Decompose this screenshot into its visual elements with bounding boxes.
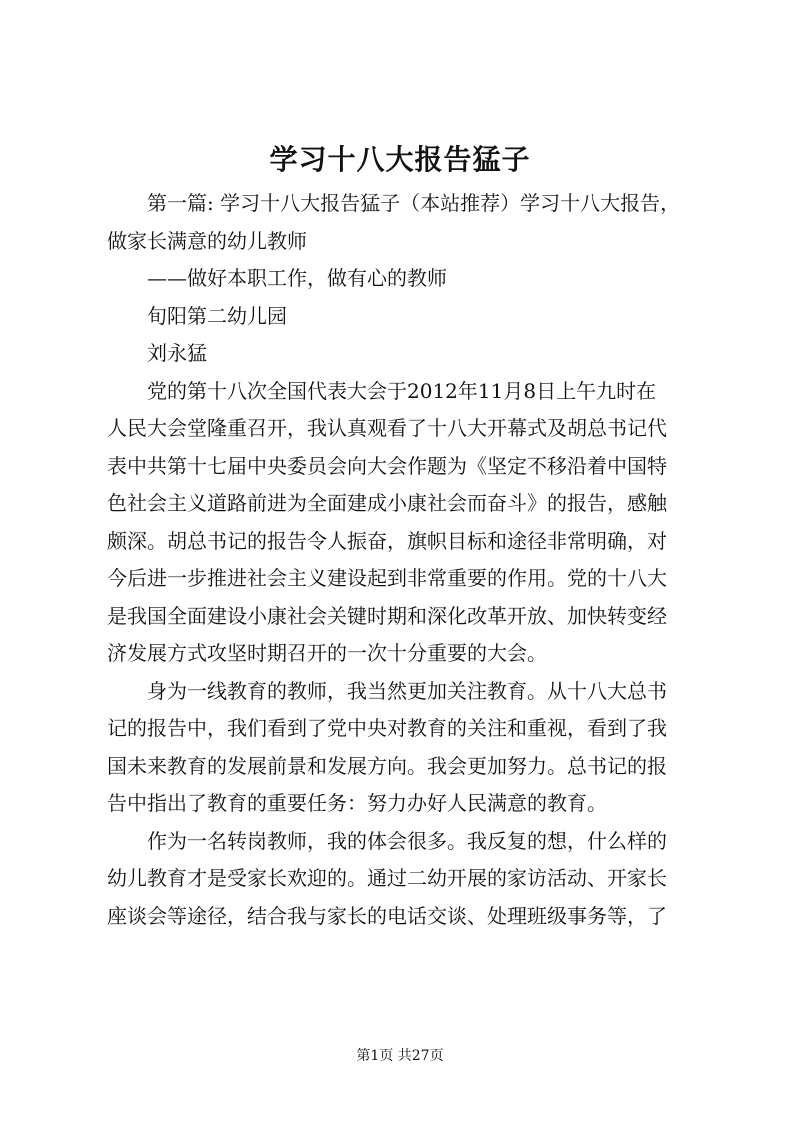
text-line: 人民大会堂隆重召开，我认真观看了十八大开幕式及胡总书记代 [107,416,667,440]
text-line: 济发展方式攻坚时期召开的一次十分重要的大会。 [107,641,547,665]
text-line: 身为一线教育的教师，我当然更加关注教育。从十八大总书 [147,678,667,703]
text-line: 颇深。胡总书记的报告令人振奋，旗帜目标和途径非常明确，对 [107,528,667,553]
text-line: 告中指出了教育的重要任务：努力办好人民满意的教育。 [107,791,607,815]
text-line: 座谈会等途径，结合我与家长的电话交谈、处理班级事务等，了 [107,903,667,928]
document-title: 学习十八大报告猛子 [269,143,531,176]
text-line: 色社会主义道路前进为全面建成小康社会而奋斗》的报告，感触 [107,491,667,515]
text-line: 作为一名转岗教师，我的体会很多。我反复的想，什么样的 [147,828,667,853]
text-line: 国未来教育的发展前景和发展方向。我会更加努力。总书记的报 [107,753,667,778]
text-line: 党的第十八次全国代表大会于2012年11月8日上午九时在 [147,378,657,403]
text-line: 表中共第十七届中央委员会向大会作题为《坚定不移沿着中国特 [107,453,667,478]
text-line: 做家长满意的幼儿教师 [107,228,307,253]
text-line: ——做好本职工作，做有心的教师 [147,266,447,290]
text-line: 记的报告中，我们看到了党中央对教育的关注和重视，看到了我 [107,716,667,740]
text-line: 是我国全面建设小康社会关键时期和深化改革开放、加快转变经 [107,603,667,628]
page-number: 第1页 共27页 [356,1048,444,1064]
text-line: 刘永猛 [147,341,207,365]
text-line: 今后进一步推进社会主义建设起到非常重要的作用。党的十八大 [107,566,667,590]
text-line: 第一篇: 学习十八大报告猛子（本站推荐）学习十八大报告， [147,191,681,215]
text-line: 旬阳第二幼儿园 [147,303,287,328]
page-footer [0,1046,800,1066]
document-body [107,185,697,935]
text-line: 幼儿教育才是受家长欢迎的。通过二幼开展的家访活动、开家长 [107,866,667,890]
